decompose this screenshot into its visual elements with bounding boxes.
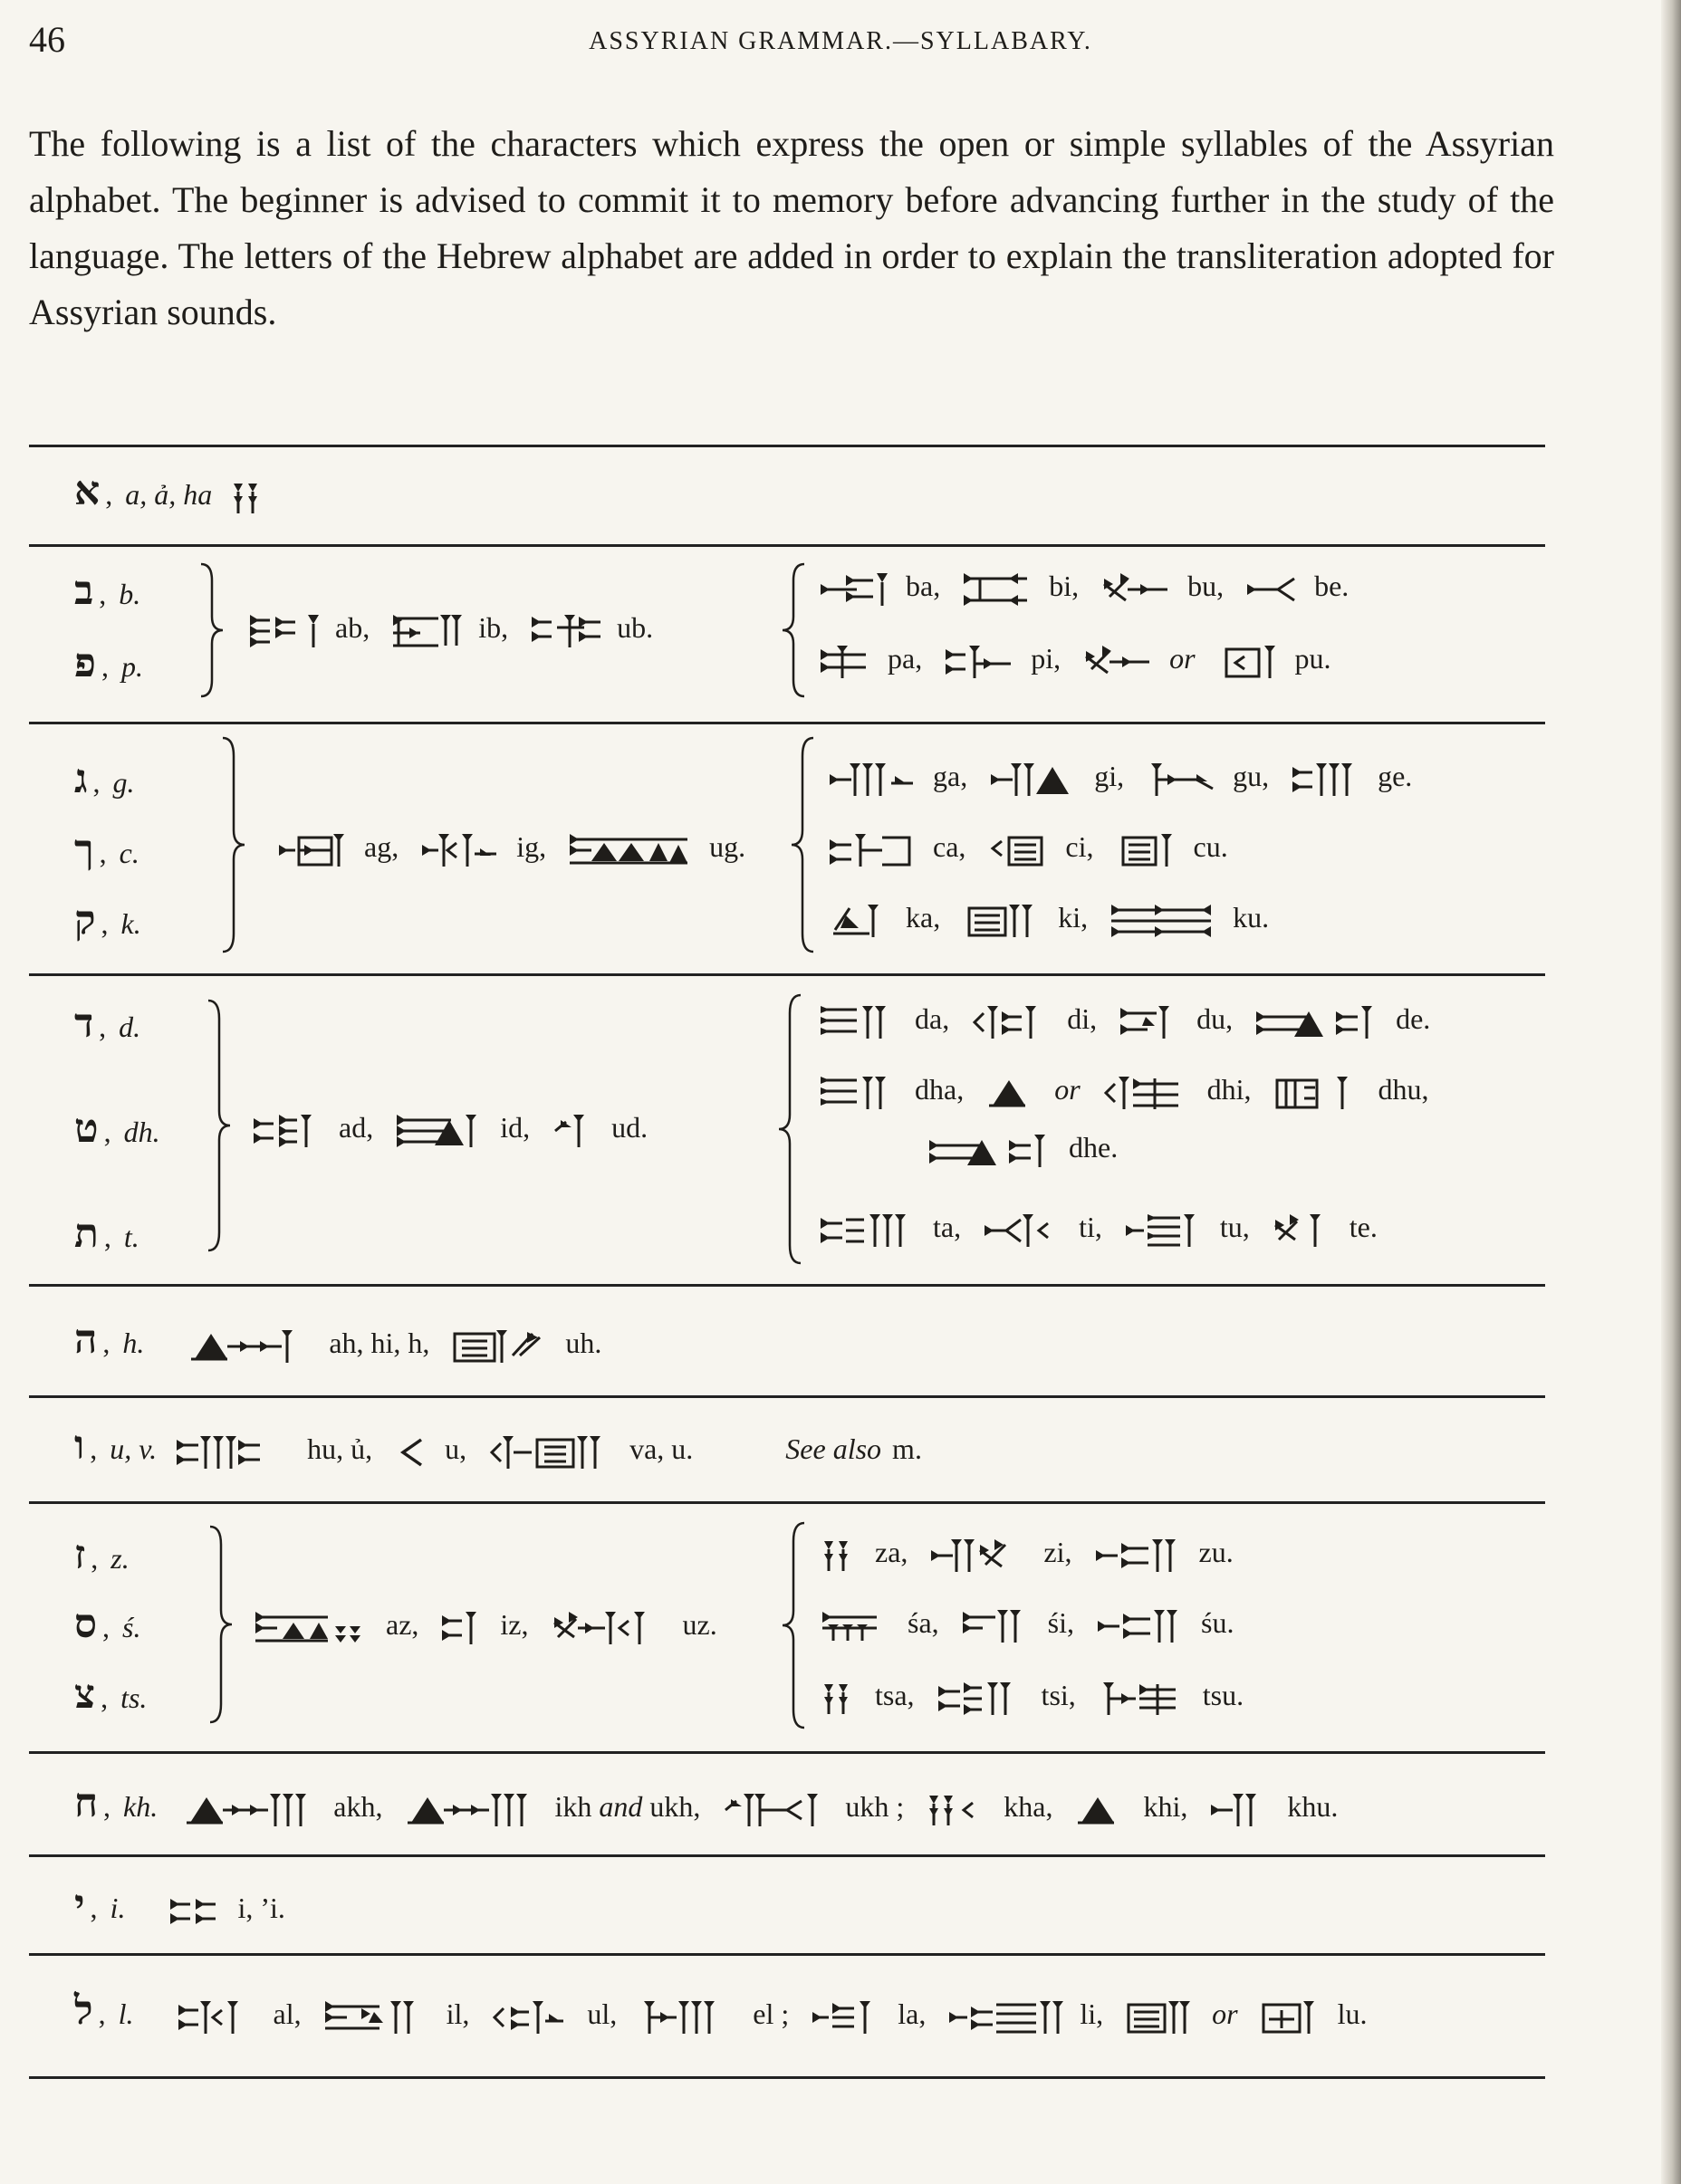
syllable-label: dhu, — [1378, 1073, 1429, 1106]
cuneiform-sign-icon — [987, 832, 1051, 868]
syllable-label: tsu. — [1202, 1679, 1244, 1711]
syllable-label: lu. — [1337, 1997, 1368, 2030]
syllable-label: ag, — [364, 830, 399, 863]
syllable-label: ud. — [611, 1111, 648, 1144]
syllable-label: de. — [1396, 1002, 1431, 1035]
cuneiform-sign-icon — [491, 1999, 572, 2036]
syllable-label: tsi, — [1041, 1679, 1076, 1711]
hebrew-letter: י — [74, 1882, 85, 1928]
hebrew-letter: ז — [74, 1532, 86, 1578]
transliteration: t. — [123, 1221, 139, 1253]
cuneiform-sign-icon — [1119, 1004, 1182, 1040]
cuneiform-sign-icon — [947, 1999, 1065, 2036]
cuneiform-sign-icon — [1096, 1608, 1186, 1644]
transliteration: b. — [119, 578, 141, 610]
hebrew-letter: ק — [74, 897, 96, 944]
cuneiform-sign-icon — [394, 1434, 430, 1470]
transliteration: c. — [119, 837, 139, 869]
page-number: 46 — [29, 19, 65, 60]
transliteration: ts. — [120, 1681, 148, 1714]
conjunction-or: or — [1054, 1073, 1081, 1106]
cuneiform-sign-icon — [248, 613, 321, 649]
cuneiform-sign-icon — [404, 1792, 540, 1828]
cuneiform-sign-icon — [927, 1133, 1054, 1169]
syllable-label: kha, — [1004, 1790, 1053, 1823]
syllable-label: dha, — [915, 1073, 965, 1106]
syllable-label: uz. — [682, 1608, 717, 1641]
syllable-label: dhi, — [1206, 1073, 1252, 1106]
cuneiform-sign-icon — [168, 1893, 223, 1930]
transliteration: g. — [112, 766, 135, 799]
syllable-label: ug. — [709, 830, 746, 863]
syllable-label: ig, — [516, 830, 547, 863]
hebrew-letter: ט — [74, 1106, 99, 1152]
syllable-label: ti, — [1079, 1211, 1102, 1243]
cuneiform-sign-icon — [1217, 644, 1281, 680]
syllable-label: ga, — [933, 760, 968, 792]
right-brace — [197, 562, 225, 698]
table-row: ב , b. פ , p. ab, ib, ub. ba, bi, bu, be. pa, pi, or pu. — [29, 544, 1545, 722]
cuneiform-sign-icon — [944, 644, 1016, 680]
syllable-label: az, — [386, 1608, 419, 1641]
cuneiform-sign-icon — [568, 832, 695, 868]
cuneiform-sign-icon — [1291, 762, 1363, 798]
left-brace — [790, 736, 817, 953]
cuneiform-sign-icon — [722, 1792, 831, 1828]
cuneiform-sign-icon — [1125, 1999, 1197, 2036]
cuneiform-sign-icon — [962, 571, 1034, 608]
syllable-label: te. — [1349, 1211, 1378, 1243]
transliteration: kh. — [123, 1790, 158, 1823]
syllable-label: iz, — [500, 1608, 529, 1641]
cuneiform-sign-icon — [819, 571, 891, 608]
conjunction-and: and — [599, 1790, 643, 1823]
table-row: ו , u, v. hu, ủ, u, va, u. See also m. — [74, 1422, 922, 1469]
cuneiform-sign-icon — [828, 762, 918, 798]
syllable-label: bi, — [1049, 570, 1080, 602]
cuneiform-sign-icon — [1146, 762, 1218, 798]
cuneiform-sign-icon — [440, 1610, 485, 1646]
transliteration: dh. — [123, 1116, 160, 1148]
cuneiform-sign-icon — [1209, 1792, 1273, 1828]
cuneiform-sign-icon — [961, 1608, 1033, 1644]
syllable-label: śi, — [1047, 1606, 1074, 1639]
cuneiform-sign-icon — [551, 1610, 668, 1646]
syllable-label: ul, — [587, 1997, 618, 2030]
cuneiform-sign-icon — [183, 1792, 319, 1828]
transliteration: k. — [120, 907, 141, 940]
syllable-label: i, ’i. — [237, 1892, 285, 1924]
transliteration: a, ả, ha — [125, 478, 213, 511]
cuneiform-sign-icon — [1074, 1792, 1129, 1828]
cuneiform-sign-icon — [821, 1537, 860, 1574]
syllable-label: ka, — [906, 901, 941, 934]
cuneiform-sign-icon — [971, 1004, 1052, 1040]
see-also-note: See also — [785, 1432, 882, 1465]
cuneiform-sign-icon — [1254, 1004, 1381, 1040]
hebrew-letter: א — [74, 468, 101, 514]
hebrew-letter: ה — [74, 1317, 98, 1363]
table-row: ל , l. al, il, ul, el ; la, li, or lu. — [74, 1988, 1368, 2034]
page-edge — [1661, 0, 1681, 2184]
hebrew-letter: ל — [74, 1988, 93, 2034]
see-also-target: m. — [892, 1432, 922, 1465]
left-brace — [781, 1521, 808, 1729]
transliteration: l. — [118, 1997, 134, 2030]
syllable-label: akh, — [333, 1790, 383, 1823]
transliteration: ś. — [122, 1611, 141, 1643]
syllable-label: ta, — [933, 1211, 962, 1243]
syllable-label: ci, — [1065, 830, 1094, 863]
cuneiform-sign-icon — [1094, 1537, 1185, 1574]
syllable-label: pi, — [1031, 642, 1061, 675]
syllable-label: gu, — [1233, 760, 1270, 792]
cuneiform-sign-icon — [1082, 644, 1155, 680]
cuneiform-sign-icon — [391, 613, 464, 649]
cuneiform-sign-icon — [187, 1328, 314, 1365]
hebrew-letter: ס — [74, 1601, 98, 1647]
hebrew-letter: ג — [74, 756, 88, 802]
table-row: ז , z. ס , ś. צ , ts. az, iz, uz. za, zi, zu. śa, śi, śu. tsa, tsi, tsu. — [29, 1501, 1545, 1751]
syllable-label: al, — [273, 1997, 302, 2030]
syllable-label: dhe. — [1069, 1131, 1119, 1164]
cuneiform-sign-icon — [929, 1537, 1029, 1574]
syllable-label: ikh — [554, 1790, 592, 1823]
hebrew-letter: ת — [74, 1211, 99, 1257]
cuneiform-sign-icon — [277, 832, 350, 868]
cuneiform-sign-icon — [1260, 1999, 1323, 2036]
syllable-label: ah, hi, h, — [329, 1327, 430, 1359]
cuneiform-sign-icon — [821, 1608, 893, 1644]
cuneiform-sign-icon — [530, 613, 602, 649]
syllable-label: va, u. — [629, 1432, 694, 1465]
cuneiform-sign-icon — [1100, 571, 1173, 608]
syllable-label: da, — [915, 1002, 950, 1035]
table-row: י , i. i, ’i. — [74, 1882, 285, 1928]
cuneiform-sign-icon — [420, 832, 502, 868]
right-brace — [207, 1525, 234, 1724]
conjunction-or: or — [1169, 642, 1196, 675]
cuneiform-sign-icon — [821, 1681, 860, 1717]
syllable-label: ab, — [335, 611, 370, 644]
transliteration: h. — [122, 1327, 145, 1359]
cuneiform-sign-icon — [926, 1792, 989, 1828]
cuneiform-sign-icon — [828, 903, 891, 939]
cuneiform-sign-icon — [451, 1328, 551, 1365]
conjunction-or: or — [1212, 1997, 1238, 2030]
syllable-label: uh. — [565, 1327, 602, 1359]
syllable-label: ukh, — [649, 1790, 701, 1823]
hebrew-letter: פ — [74, 640, 96, 686]
cuneiform-sign-icon — [819, 644, 873, 680]
cuneiform-sign-icon — [1245, 571, 1300, 608]
syllable-label: ki, — [1058, 901, 1089, 934]
left-brace — [777, 993, 804, 1265]
hebrew-letter: ב — [74, 568, 94, 614]
cuneiform-sign-icon — [175, 1434, 293, 1470]
transliteration: d. — [119, 1011, 141, 1043]
cuneiform-sign-icon — [819, 1004, 900, 1040]
syllable-label: be. — [1314, 570, 1350, 602]
hebrew-letter: צ — [74, 1672, 96, 1718]
right-brace — [219, 736, 246, 953]
syllable-label: hu, ủ, — [307, 1432, 373, 1465]
syllable-label: śa, — [908, 1606, 939, 1639]
transliteration: z. — [110, 1542, 130, 1575]
cuneiform-sign-icon — [488, 1434, 615, 1470]
syllable-label: ca, — [933, 830, 966, 863]
cuneiform-sign-icon — [828, 832, 918, 868]
syllable-label: id, — [500, 1111, 531, 1144]
cuneiform-sign-icon — [1124, 1212, 1206, 1249]
syllable-label: ge. — [1378, 760, 1413, 792]
syllable-label: u, — [445, 1432, 467, 1465]
intro-paragraph: The following is a list of the characters which express the open or simple syllables of the Assyrian alphabet. The beginner is advised to commit it to memory before advancing further in the study of the language. The letters of the Hebrew alphabet are added in order to explain the transliteration adopted for Assyrian sounds. — [29, 123, 1554, 332]
syllable-label: bu, — [1187, 570, 1225, 602]
syllable-label: śu. — [1201, 1606, 1234, 1639]
syllable-label: la, — [898, 1997, 927, 2030]
right-brace — [205, 999, 232, 1252]
table-rule — [29, 2076, 1545, 2079]
transliteration: u, v. — [110, 1432, 158, 1465]
cuneiform-sign-icon — [962, 903, 1043, 939]
cuneiform-sign-icon — [1098, 1681, 1188, 1717]
hebrew-letter: ך — [74, 827, 94, 873]
hebrew-letter: ו — [74, 1422, 85, 1469]
cuneiform-sign-icon — [989, 762, 1080, 798]
syllable-label: il, — [446, 1997, 470, 2030]
running-head: ASSYRIAN GRAMMAR.—SYLLABARY. — [589, 27, 1092, 55]
syllable-label: khi, — [1143, 1790, 1188, 1823]
syllable-label: za, — [875, 1536, 908, 1568]
cuneiform-sign-icon — [1109, 903, 1218, 939]
syllable-label: el ; — [753, 1997, 790, 2030]
syllable-label: du, — [1196, 1002, 1234, 1035]
syllable-label: ba, — [906, 570, 941, 602]
transliteration: p. — [120, 650, 143, 683]
cuneiform-sign-icon — [1273, 1075, 1364, 1111]
cuneiform-sign-icon — [819, 1075, 900, 1111]
table-row: ד , d. ט , dh. ת , t. ad, id, ud. da, di, du, de. dha, or dhi, dhu, dhe. ta, ti, tu, te. — [29, 973, 1545, 1284]
cuneiform-sign-icon — [252, 1113, 324, 1149]
table-row: ה , h. ah, hi, h, uh. — [74, 1317, 602, 1363]
hebrew-letter: ד — [74, 1001, 94, 1047]
syllable-label: ad, — [339, 1111, 374, 1144]
syllable-label: ukh ; — [845, 1790, 905, 1823]
cuneiform-sign-icon — [639, 1999, 738, 2036]
table-row: א , a, ả, ha — [29, 445, 1545, 544]
syllable-label: li, — [1080, 1997, 1104, 2030]
cuneiform-sign-icon — [1272, 1212, 1335, 1249]
syllable-label: pa, — [888, 642, 923, 675]
cuneiform-sign-icon — [552, 1113, 597, 1149]
syllable-label: zu. — [1198, 1536, 1234, 1568]
cuneiform-sign-icon — [1116, 832, 1179, 868]
syllable-label: pu. — [1294, 642, 1331, 675]
cuneiform-sign-icon — [230, 480, 270, 516]
cuneiform-sign-icon — [983, 1212, 1064, 1249]
cuneiform-sign-icon — [395, 1113, 485, 1149]
transliteration: i. — [110, 1892, 126, 1924]
left-brace — [781, 562, 808, 698]
table-row: ג , g. ך , c. ק , k. ag, ig, ug. ga, gi, gu, ge. ca, ci, cu. ka, ki, ku. — [29, 722, 1545, 973]
syllable-label: tsa, — [875, 1679, 915, 1711]
cuneiform-sign-icon — [254, 1610, 371, 1646]
cuneiform-sign-icon — [937, 1681, 1027, 1717]
syllable-label: gi, — [1094, 760, 1125, 792]
syllable-label: khu. — [1287, 1790, 1339, 1823]
syllable-label: zi, — [1043, 1536, 1072, 1568]
cuneiform-sign-icon — [177, 1999, 258, 2036]
syllable-label: tu, — [1219, 1211, 1250, 1243]
cuneiform-sign-icon — [323, 1999, 432, 2036]
cuneiform-sign-icon — [985, 1075, 1040, 1111]
syllable-label: ku. — [1233, 901, 1270, 934]
cuneiform-sign-icon — [811, 1999, 883, 2036]
syllable-label: ib, — [478, 611, 509, 644]
cuneiform-sign-icon — [1102, 1075, 1193, 1111]
syllable-label: ub. — [617, 611, 654, 644]
hebrew-letter: ח — [74, 1780, 99, 1826]
syllable-label: cu. — [1193, 830, 1228, 863]
table-row: ח , kh. akh, ikh and ukh, ukh ; kha, khi, khu. — [74, 1780, 1339, 1826]
syllable-label: di, — [1067, 1002, 1098, 1035]
cuneiform-sign-icon — [819, 1212, 918, 1249]
